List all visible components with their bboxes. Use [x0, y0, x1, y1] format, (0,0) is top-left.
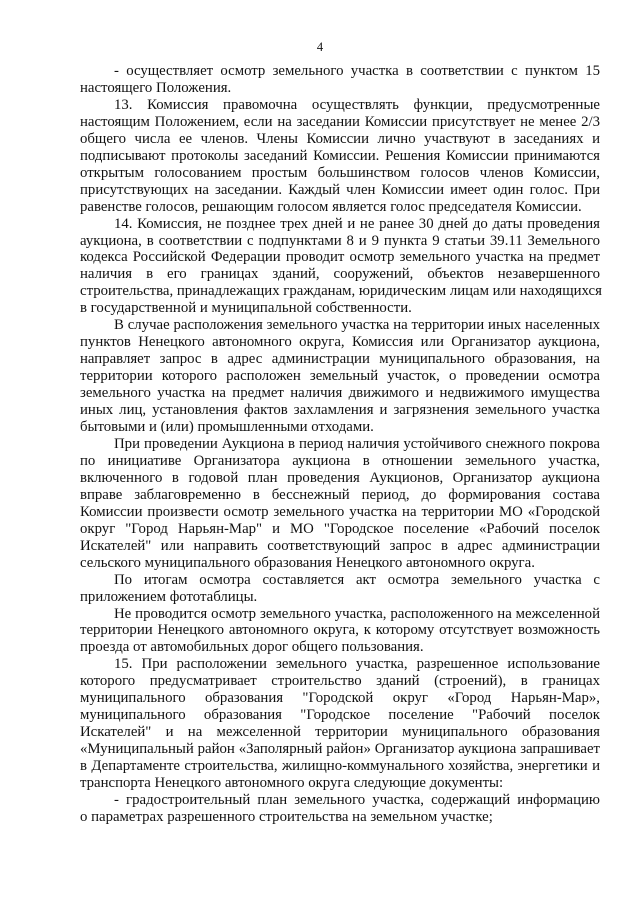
- text-line: аукциона, в соответствии с подпунктами 8 и 9 пункта 9 статьи 39.11 Земельного: [80, 232, 600, 249]
- text-line: общего числа ее членов. Члены Комиссии лично участвуют в заседаниях и: [80, 130, 600, 147]
- text-line: наличия в его границах зданий, сооружений, объектов незавершенного: [80, 266, 600, 283]
- text-line: которого предусматривает строительство зданий (строений), в границах: [80, 673, 600, 690]
- text-line: бытовыми и (или) промышленными отходами.: [80, 419, 374, 436]
- document-body: [80, 63, 600, 826]
- text-line: 14. Комиссия, не позднее трех дней и не ранее 30 дней до даты проведения: [114, 215, 600, 232]
- paragraph: [80, 97, 600, 216]
- text-line: Комиссии произвести осмотр земельного участка на территории МО «Городской: [80, 503, 600, 520]
- text-line: - осуществляет осмотр земельного участка в соответствии с пунктом 15: [114, 63, 600, 79]
- text-line: территории Ненецкого автономного округа, к которому отсутствует возможность: [80, 622, 600, 639]
- paragraph: [80, 656, 600, 792]
- text-line: При проведении Аукциона в период наличия устойчивого снежного покрова: [114, 435, 600, 452]
- text-line: - градостроительный план земельного участка, содержащий информацию: [114, 791, 600, 808]
- text-line: муниципального образования "Городской округ «Город Нарьян-Мар»,: [80, 690, 600, 707]
- text-line: направляет запрос в адрес администрации муниципального образования, на: [80, 351, 600, 368]
- text-line: пунктов Ненецкого автономного округа, Комиссия или Организатор аукциона,: [80, 334, 600, 351]
- text-line: транспорта Ненецкого автономного округа следующие документы:: [80, 775, 504, 792]
- paragraph: [80, 606, 600, 657]
- text-line: равенстве голосов, решающим голосом является голос председателя Комиссии.: [80, 198, 582, 215]
- text-line: по инициативе Организатора аукциона в отношении земельного участка,: [80, 452, 600, 469]
- text-line: о параметрах разрешенного строительства на земельном участке;: [80, 808, 493, 825]
- text-line: иных лиц, установления фактов захламления и загрязнения земельного участка: [80, 402, 600, 419]
- text-line: в государственной и муниципальной собственности.: [80, 300, 412, 317]
- text-line: проезда от автомобильных дорог общего пользования.: [80, 639, 424, 656]
- text-line: включенного в годовой план проведения Аукционов, Организатор аукциона: [80, 469, 600, 486]
- text-line: По итогам осмотра составляется акт осмотра земельного участка с: [114, 571, 600, 588]
- page-number: 4: [316, 40, 324, 54]
- text-line: Искателей" и на межселенной территории муниципального образования: [80, 724, 600, 741]
- text-line: присутствующих на заседании. Каждый член Комиссии имеет один голос. При: [80, 181, 600, 198]
- text-line: муниципального образования "Городское поселение "Рабочий поселок: [80, 707, 600, 724]
- paragraph: [80, 436, 600, 572]
- paragraph: [80, 572, 600, 606]
- text-line: В случае расположения земельного участка на территории иных населенных: [114, 317, 600, 334]
- paragraph: [80, 63, 600, 97]
- text-line: строительства, принадлежащих гражданам, юридическим лицам или находящихся: [80, 283, 602, 300]
- text-line: кодекса Российской Федерации проводит осмотр земельного участка на предмет: [80, 249, 600, 266]
- text-line: приложением фототаблицы.: [80, 588, 258, 605]
- paragraph: [80, 317, 600, 436]
- text-line: настоящим Положением, если на заседании Комиссии присутствует не менее 2/3: [80, 113, 600, 130]
- text-line: округ "Город Нарьян-Мар" и МО "Городское поселение «Рабочий поселок: [80, 520, 600, 537]
- text-line: настоящего Положения.: [80, 79, 232, 96]
- text-line: территории которого расположен земельный участок, о проведении осмотра: [80, 368, 600, 385]
- text-line: Искателей" или направить соответствующий запрос в адрес администрации: [80, 537, 600, 554]
- text-line: подписывают протоколы заседаний Комиссии. Решения Комиссии принимаются: [80, 147, 600, 164]
- text-line: открытым голосованием простым большинством голосов членов Комиссии,: [80, 164, 600, 181]
- text-line: земельного участка на предмет наличия движимого и недвижимого имущества: [80, 385, 600, 402]
- text-line: в Департаменте строительства, жилищно-коммунального хозяйства, энергетики и: [80, 758, 600, 775]
- text-line: вправе заблаговременно в бесснежный период, до формирования состава: [80, 486, 600, 503]
- paragraph: [80, 792, 600, 826]
- paragraph: [80, 216, 600, 318]
- text-line: «Муниципальный район «Заполярный район» Организатор аукциона запрашивает: [80, 741, 600, 758]
- text-line: сельского муниципального образования Ненецкого автономного округа.: [80, 554, 535, 571]
- text-line: 13. Комиссия правомочна осуществлять функции, предусмотренные: [114, 96, 600, 113]
- text-line: Не проводится осмотр земельного участка, расположенного на межселенной: [114, 605, 600, 622]
- text-line: 15. При расположении земельного участка, разрешенное использование: [114, 656, 600, 673]
